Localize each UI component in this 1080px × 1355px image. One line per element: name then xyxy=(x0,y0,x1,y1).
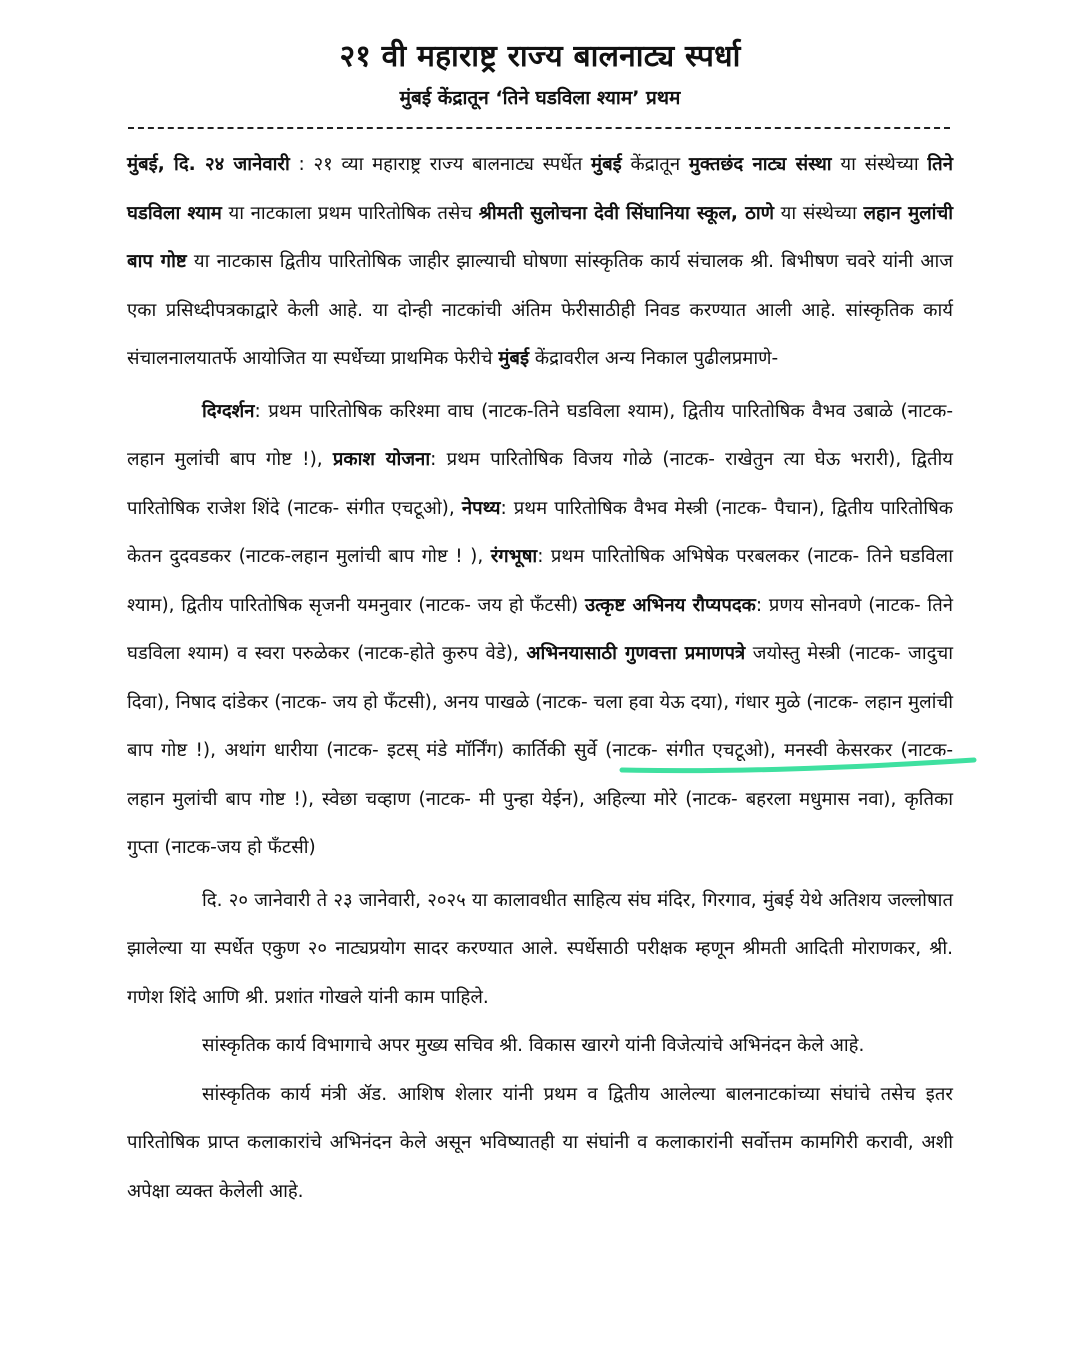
bold-run: श्रीमती सुलोचना देवी सिंघानिया स्कूल, ठाणे xyxy=(478,202,775,224)
text-run: : प्रणय सोनवणे (नाटक- तिने घडविला श्याम) व स्वरा परुळेकर (नाटक-होते कुरुप वेडे), xyxy=(127,594,954,664)
award-category: रंगभूषा xyxy=(490,546,538,567)
dashed-divider xyxy=(128,127,950,129)
award-category: प्रकाश योजना xyxy=(332,449,431,470)
paragraph-minister: सांस्कृतिक कार्य मंत्री ॲड. आशिष शेलार यांनी प्रथम व द्वितीय आलेल्या बालनाटकांच्या संघांचे तसेच इतर पारितोषिक प्राप्त कलाकारांचे अभिनंदन केले असून भविष्यातही या संघांनी व कलाकारांनी सर्वोत्तम कामगिरी करावी, अशी अपेक्षा व्यक्त केलेली आहे. xyxy=(127,1083,953,1202)
award-category: अभिनयासाठी गुणवत्ता प्रमाणपत्रे xyxy=(526,643,746,664)
paragraph-intro xyxy=(127,141,953,384)
bold-run: तिने घडविला श्याम xyxy=(127,154,953,224)
text-run: या संस्थेच्या xyxy=(831,154,928,175)
page-title: २१ वी महाराष्ट्र राज्य बालनाट्य स्पर्धा xyxy=(339,39,741,74)
page-subtitle: मुंबई केंद्रातून ‘तिने घडविला श्याम’ प्रथम xyxy=(399,87,681,109)
award-category: नेपथ्य xyxy=(461,497,501,519)
paragraph-awards xyxy=(127,388,953,873)
text-run: : प्रथम पारितोषिक अभिषेक परबलकर (नाटक- तिने घडविला श्याम), द्वितीय पारितोषिक सृजनी यमनुवार (नाटक- जय हो फँटसी) xyxy=(127,546,953,616)
text-run: : प्रथम पारितोषिक विजय गोळे (नाटक- राखेतुन त्या घेऊ भरारी), द्वितीय पारितोषिक राजेश शिंदे (नाटक- संगीत एचटूओ), xyxy=(127,449,954,519)
award-category: दिग्दर्शन xyxy=(202,400,255,422)
dateline: मुंबई, दि. २४ जानेवारी xyxy=(127,154,290,175)
bold-run: मुक्तछंद नाट्य संस्था xyxy=(688,154,832,175)
paragraph-congrats: सांस्कृतिक कार्य विभागाचे अपर मुख्य सचिव श्री. विकास खारगे यांनी विजेत्यांचे अभिनंदन केले आहे. xyxy=(202,1035,865,1056)
text-run: या संस्थेच्या xyxy=(774,202,864,224)
article-body xyxy=(127,141,953,1216)
text-run: जयोस्तु मेस्त्री (नाटक- जादुचा दिवा), निषाद दांडेकर (नाटक- जय हो फँटसी), अनय पाखळे (नाटक- चला हवा येऊ दया), गंधार मुळे (नाटक- लहान मुलांची बाप गोष्ट !), अथांग धारीया (नाटक- इटस् मंडे मॉर्निंग) कार्तिकी सुर्वे (नाटक- संगीत एचटूओ), मनस्वी केसरकर (नाटक- लहान मुलांची बाप गोष्ट !), स्वेछा चव्हाण (नाटक- मी पुन्हा येईन), अहिल्या मोरे (नाटक- बहरला मधुमास नवा), कृतिका गुप्ता (नाटक-जय हो फँटसी) xyxy=(127,643,953,858)
text-run: केंद्रावरील अन्य निकाल पुढीलप्रमाणे- xyxy=(529,348,779,369)
text-run: केंद्रातून xyxy=(621,154,689,175)
text-run: : प्रथम पारितोषिक करिश्मा वाघ (नाटक-तिने घडविला श्याम), द्वितीय पारितोषिक वैभव उबाळे (नाटक-लहान मुलांची बाप गोष्ट !), xyxy=(127,400,953,470)
paragraph-venue: दि. २० जानेवारी ते २३ जानेवारी, २०२५ या कालावधीत साहित्य संघ मंदिर, गिरगाव, मुंबई येथे अतिशय जल्लोषात झालेल्या या स्पर्धेत एकुण २० नाट्यप्रयोग सादर करण्यात आले. स्पर्धेसाठी परीक्षक म्हणून श्रीमती आदिती मोराणकर, श्री. गणेश शिंदे आणि श्री. प्रशांत गोखले यांनी काम पाहिले. xyxy=(127,889,953,1008)
bold-run: मुंबई xyxy=(591,154,622,175)
bold-run: मुंबई xyxy=(498,348,530,369)
text-run: : २१ व्या महाराष्ट्र राज्य बालनाट्य स्पर्धेत xyxy=(289,154,591,175)
highlight-underline xyxy=(618,752,978,782)
text-run: या नाटकाला प्रथम पारितोषिक तसेच xyxy=(221,202,479,224)
award-category: उत्कृष्ट अभिनय रौप्यपदक xyxy=(585,594,756,616)
text-run: या नाटकास द्वितीय पारितोषिक जाहीर झाल्याची घोषणा सांस्कृतिक कार्य संचालक श्री. बिभीषण चवरे यांनी आज एका प्रसिध्दीपत्रकाद्वारे केली आहे. या दोन्ही नाटकांची अंतिम फेरीसाठीही निवड करण्यात आली आहे. सांस्कृतिक कार्य संचालनालयातर्फे आयोजित या स्पर्धेच्या प्राथमिक फेरीचे xyxy=(127,251,953,369)
text-run: : प्रथम पारितोषिक वैभव मेस्त्री (नाटक- पैचान), द्वितीय पारितोषिक केतन दुदवडकर (नाटक-लहान मुलांची बाप गोष्ट ! ), xyxy=(127,497,954,567)
bold-run: लहान मुलांची बाप गोष्ट xyxy=(127,202,954,272)
